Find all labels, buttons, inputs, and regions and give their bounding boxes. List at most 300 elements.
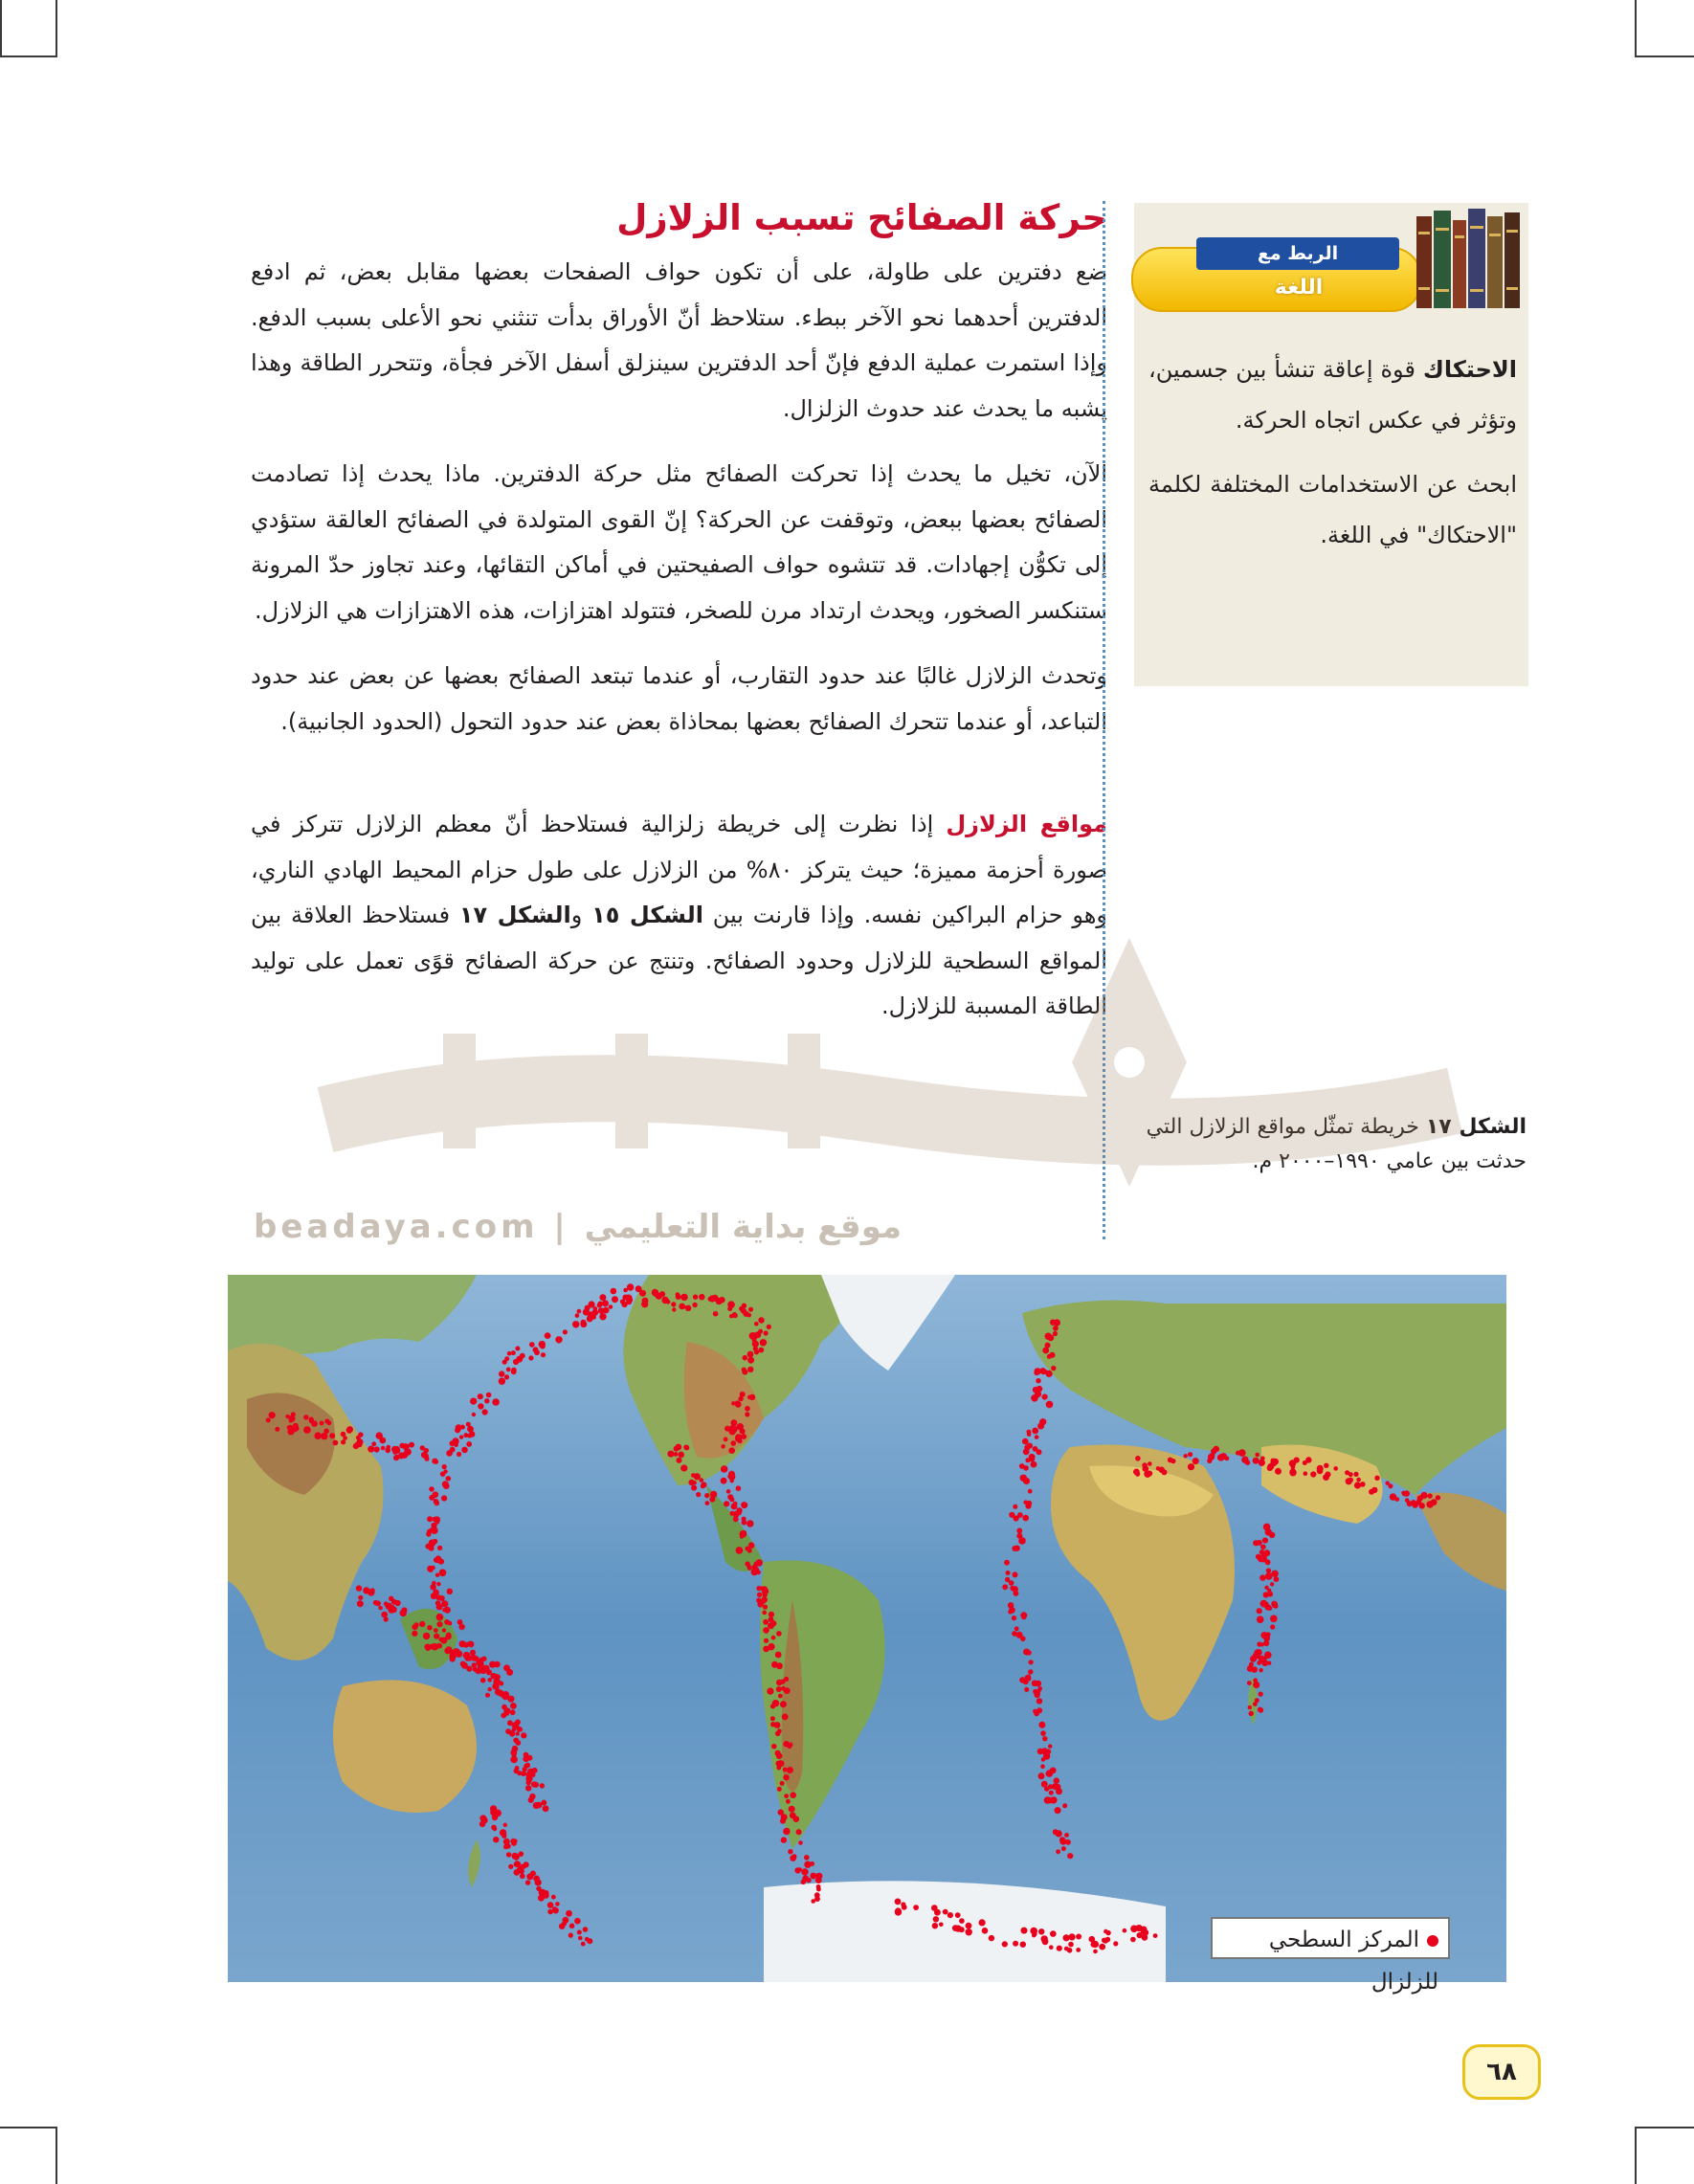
earthquake-dot [1020, 1475, 1027, 1482]
earthquake-dot [434, 1460, 438, 1464]
earthquake-dot [776, 1680, 783, 1686]
earthquake-dot [745, 1412, 749, 1416]
earthquake-dot [1056, 1849, 1060, 1854]
earthquake-dot [1431, 1499, 1438, 1505]
earthquake-dot [488, 1687, 492, 1691]
earthquake-dot [771, 1636, 776, 1640]
earthquake-dot [485, 1693, 490, 1698]
earthquake-dot [814, 1896, 820, 1902]
earthquake-dot [1027, 1430, 1032, 1435]
earthquake-dot [545, 1332, 551, 1339]
earthquake-dot [552, 1907, 559, 1914]
earthquake-dot [494, 1810, 502, 1817]
earthquake-dot [495, 1674, 501, 1680]
earthquake-dot [693, 1481, 697, 1484]
earthquake-dot [435, 1555, 441, 1561]
earthquake-dot [1260, 1545, 1266, 1550]
sidebar-definition-text: قوة إعاقة تنشأ بين جسمين، وتؤثر في عكس اتجاه الحركة. [1148, 356, 1517, 434]
earthquake-dot [783, 1741, 789, 1747]
earthquake-dot [1253, 1678, 1258, 1683]
earthquake-dot [1436, 1495, 1440, 1500]
earthquake-dot [895, 1908, 902, 1915]
earthquake-dot [502, 1705, 507, 1710]
earthquake-dot [504, 1356, 509, 1361]
earthquake-dot [320, 1421, 324, 1426]
earthquake-dot [597, 1303, 602, 1307]
earthquake-dot [1012, 1631, 1017, 1637]
earthquake-dot [721, 1465, 728, 1473]
earthquake-dot [786, 1799, 791, 1804]
figure15-ref: الشكل ١٥ [591, 902, 703, 929]
earthquake-dot [1040, 1764, 1045, 1769]
earthquake-dot [436, 1582, 440, 1586]
earthquake-dot [770, 1716, 775, 1721]
earthquake-dot [450, 1656, 456, 1661]
earthquake-dot [437, 1546, 442, 1550]
earthquake-dot [1022, 1515, 1029, 1522]
earthquake-dot [666, 1300, 671, 1304]
page-number: ٦٨ [1462, 2044, 1541, 2100]
earthquake-dot [507, 1351, 512, 1356]
earthquake-dot [499, 1378, 505, 1385]
earthquake-dot [511, 1350, 516, 1355]
earthquake-dot [742, 1304, 747, 1308]
earthquake-dot [1257, 1608, 1262, 1614]
earthquake-dot [769, 1612, 774, 1617]
earthquake-dot [787, 1767, 793, 1773]
earthquake-dot [913, 1905, 919, 1910]
earthquake-dot [1046, 1770, 1054, 1777]
earthquake-dot [1259, 1460, 1265, 1466]
earthquake-dot [1004, 1560, 1010, 1566]
earthquake-dot [1267, 1592, 1273, 1597]
earthquake-dot [516, 1356, 523, 1363]
earthquake-dot [368, 1446, 374, 1453]
earthquake-dot [735, 1400, 741, 1406]
sidebar-activity: ابحث عن الاستخدامات المختلفة لكلمة "الاحتكاك" في اللغة. [1148, 471, 1517, 548]
earthquake-dot [1035, 1391, 1041, 1397]
earthquake-dot [508, 1864, 513, 1869]
earthquake-dot [510, 1709, 516, 1715]
earthquake-dot [1213, 1446, 1219, 1453]
earthquake-dot [1388, 1483, 1393, 1488]
earthquake-dot [1262, 1538, 1268, 1544]
earthquake-dot [1042, 1394, 1048, 1400]
earthquake-dot [777, 1760, 784, 1767]
earthquake-dot [555, 1336, 562, 1343]
earthquake-dot [727, 1306, 732, 1311]
earthquake-dot [440, 1638, 447, 1644]
earthquake-dot [1061, 1846, 1066, 1851]
watermark-text: beadaya.com | موقع بداية التعليمي [254, 1208, 903, 1246]
earthquake-dot [1020, 1636, 1026, 1641]
earthquake-dot [470, 1398, 477, 1405]
earthquake-dot [482, 1409, 488, 1415]
earthquake-dot [784, 1677, 789, 1682]
earthquake-dot [1188, 1463, 1194, 1470]
earthquake-dot [457, 1452, 461, 1457]
earthquake-dot [728, 1447, 735, 1454]
earthquake-dot [433, 1590, 439, 1596]
earthquake-dot [446, 1646, 453, 1653]
earthquake-dot [1036, 1698, 1042, 1704]
earthquake-dot [1002, 1584, 1008, 1590]
figure-label: الشكل ١٧ [1425, 1115, 1527, 1139]
earthquake-dot [370, 1588, 375, 1593]
earthquake-dot [1241, 1457, 1248, 1463]
earthquake-dot [747, 1357, 754, 1364]
earthquake-dot [736, 1547, 744, 1554]
crop-mark [56, 0, 57, 56]
earthquake-dot [429, 1486, 434, 1491]
earthquake-dot [674, 1446, 680, 1452]
earthquake-dot [1266, 1568, 1271, 1572]
earthquake-dot [1033, 1446, 1038, 1452]
earthquake-dot [429, 1546, 435, 1551]
earthquake-dot [730, 1440, 736, 1446]
legend-label: المركز السطحي للزلزال [1268, 1928, 1438, 1995]
earthquake-dot [1032, 1933, 1036, 1938]
earthquake-dot [559, 1924, 565, 1929]
earthquake-dot [371, 1441, 376, 1446]
earthquake-dot [1051, 1366, 1056, 1371]
earthquake-dot [333, 1440, 339, 1446]
earthquake-map [228, 1275, 1506, 1982]
earthquake-dot [441, 1600, 448, 1607]
earthquake-dot [1257, 1616, 1264, 1623]
earthquake-dot [547, 1902, 554, 1908]
earthquake-dot [1272, 1602, 1278, 1608]
earthquake-dot [781, 1686, 786, 1691]
earthquake-dot [1032, 1428, 1038, 1435]
earthquake-dot [733, 1313, 738, 1318]
earthquake-dot [729, 1497, 734, 1502]
earthquake-dot [1371, 1487, 1377, 1493]
earthquake-dot [769, 1645, 774, 1651]
earthquake-dot [1188, 1452, 1192, 1457]
earthquake-dot [804, 1861, 811, 1868]
earthquake-dot [642, 1298, 649, 1304]
earthquake-dot [1257, 1641, 1261, 1646]
earthquake-dot [401, 1452, 408, 1459]
earthquake-dot [461, 1447, 468, 1454]
earthquake-dot [506, 1368, 511, 1372]
earthquake-dot [1013, 1547, 1017, 1551]
earthquake-dot [519, 1727, 524, 1732]
earthquake-dot [455, 1427, 460, 1433]
earthquake-dot [1050, 1930, 1057, 1937]
earthquake-dot [442, 1628, 446, 1632]
earthquake-dot [1142, 1462, 1148, 1468]
earthquake-dot [1005, 1577, 1010, 1582]
earthquake-dot [515, 1347, 520, 1351]
earthquake-dot [762, 1588, 769, 1594]
earthquake-dot [346, 1428, 352, 1434]
earthquake-dot [1225, 1456, 1230, 1460]
earthquake-dot [303, 1415, 308, 1419]
earthquake-dot [533, 1347, 539, 1352]
earthquake-dot [386, 1445, 390, 1450]
earthquake-dot [772, 1700, 779, 1706]
earthquake-dot [1260, 1555, 1267, 1562]
earthquake-dot [502, 1834, 506, 1839]
earthquake-dot [627, 1283, 634, 1290]
earthquake-dot [788, 1849, 792, 1854]
earthquake-dot [506, 1669, 513, 1676]
earthquake-dot [537, 1802, 543, 1808]
earthquake-dot [524, 1752, 529, 1758]
earthquake-dot [427, 1516, 433, 1522]
para4-text-b: و [570, 902, 592, 929]
earthquake-dot [760, 1339, 767, 1346]
earthquake-dot [375, 1600, 381, 1606]
earthquake-dot [1207, 1459, 1212, 1463]
earthquake-dot [1304, 1471, 1308, 1476]
earthquake-dot [486, 1393, 492, 1398]
crop-mark [0, 56, 57, 57]
earthquake-dot [1026, 1501, 1032, 1506]
section-heading: حركة الصفائح تسبب الزلازل [616, 197, 1107, 238]
earthquake-dot [356, 1585, 362, 1591]
earthquake-dot [547, 1909, 553, 1915]
earthquake-dot [1038, 1772, 1045, 1779]
earthquake-dot [1076, 1934, 1081, 1940]
earthquake-dot [529, 1794, 535, 1799]
earthquake-dot [434, 1634, 439, 1639]
sidebar-text [1148, 345, 1517, 574]
earthquake-dot [400, 1610, 407, 1616]
earthquake-dot [943, 1909, 948, 1915]
earthquake-dot [566, 1910, 572, 1917]
earthquake-dot [1249, 1711, 1254, 1716]
earthquake-dot [409, 1442, 414, 1448]
earthquake-dot [480, 1668, 486, 1674]
epicenter-dot-icon [1427, 1935, 1438, 1947]
earthquake-dot [1099, 1944, 1105, 1950]
earthquake-dot [677, 1458, 682, 1463]
crop-mark [56, 2127, 57, 2184]
earthquake-dot [729, 1425, 736, 1432]
earthquake-dot [506, 1852, 511, 1857]
earthquake-dot [1427, 1493, 1432, 1498]
earthquake-dot [1023, 1449, 1030, 1456]
earthquake-dot [754, 1331, 761, 1338]
earthquake-dot [513, 1839, 518, 1843]
earthquake-dot [510, 1756, 518, 1764]
earthquake-dot [1022, 1438, 1029, 1445]
earthquake-dot [1035, 1692, 1040, 1698]
paragraph-books-demo: ضع دفترين على طاولة، على أن تكون حواف الصفحات بعضها مقابل بعض، ثم ادفع الدفترين أحدهما نحو الآخر ببطء. ستلاحظ أنّ الأوراق بدأت تنثني نحو الأعلى بسبب الدفع. وإذا استمرت عملية الدفع فإنّ أحد الدفترين سينزلق أسفل الآخر فجأة، وتتحرر الطاقة وهذا يشبه ما يحدث عند حدوث الزلزال. [251, 258, 1107, 422]
earthquake-dot [685, 1305, 691, 1311]
earthquake-dot [356, 1436, 361, 1440]
earthquake-dot [580, 1321, 587, 1327]
figure-caption-text: خريطة تمثّل مواقع الزلازل التي حدثت بين عامي ١٩٩٠–٢٠٠٠ م. [1146, 1115, 1527, 1173]
earthquake-dot [1021, 1928, 1028, 1934]
earthquake-dot [528, 1769, 535, 1775]
earthquake-dot [1270, 1582, 1274, 1586]
earthquake-dot [1055, 1784, 1061, 1791]
earthquake-dot [683, 1445, 688, 1450]
earthquake-dot [1135, 1456, 1141, 1461]
earthquake-dot [701, 1482, 706, 1487]
earthquake-dot [374, 1446, 380, 1452]
earthquake-dot [497, 1680, 502, 1684]
earthquake-dot [442, 1464, 447, 1469]
earthquake-dot [620, 1299, 625, 1304]
earthquake-dot [1271, 1571, 1278, 1577]
earthquake-dot [1055, 1807, 1061, 1814]
crop-mark [1635, 0, 1637, 56]
earthquake-dot [1137, 1932, 1143, 1938]
earthquake-dot [1275, 1468, 1282, 1475]
earthquake-dot [1353, 1472, 1358, 1477]
earthquake-dot [1294, 1458, 1300, 1463]
earthquake-dot [321, 1433, 327, 1439]
earthquake-dot [443, 1469, 447, 1473]
earthquake-dot [484, 1398, 489, 1403]
earthquake-dot [751, 1569, 758, 1575]
earthquake-dot [540, 1783, 545, 1788]
earthquake-dot [758, 1348, 764, 1353]
earthquake-dot [784, 1794, 789, 1798]
earthquake-dot [1020, 1612, 1027, 1618]
earthquake-dot [504, 1711, 509, 1716]
earthquake-dot [511, 1749, 518, 1756]
earthquake-dot [783, 1828, 790, 1835]
earthquake-dot [774, 1722, 781, 1728]
earthquake-dot [386, 1604, 391, 1610]
earthquake-dot [1236, 1451, 1240, 1456]
earthquake-dot [563, 1329, 568, 1334]
earthquake-dot [1047, 1354, 1052, 1359]
sidebar-term: الاحتكاك [1422, 356, 1517, 383]
crop-mark [1635, 2127, 1637, 2184]
earthquake-dot [1025, 1458, 1030, 1462]
earthquake-dot [721, 1444, 724, 1448]
earthquake-dot [767, 1325, 771, 1329]
earthquake-dot [959, 1918, 965, 1924]
earthquake-dot [459, 1640, 466, 1647]
earthquake-dot [441, 1495, 447, 1501]
earthquake-dot [1057, 1946, 1062, 1951]
earthquake-dot [511, 1368, 517, 1373]
earthquake-dot [741, 1502, 747, 1508]
earthquake-dot [667, 1451, 674, 1458]
earthquake-dot [1192, 1458, 1199, 1464]
earthquake-dot [1264, 1652, 1272, 1660]
earthquake-dot [358, 1595, 363, 1600]
earthquake-dot [733, 1502, 738, 1506]
earthquake-dot [525, 1785, 531, 1791]
earthquake-dot [1265, 1572, 1273, 1580]
banner-bottom-label: اللغة [1274, 276, 1324, 300]
earthquake-dot [1291, 1465, 1296, 1470]
earthquake-dot [529, 1342, 535, 1348]
earthquake-dot [467, 1434, 472, 1438]
earthquake-dot [1153, 1933, 1158, 1938]
earthquake-dot [1020, 1942, 1026, 1948]
earthquake-dot [439, 1570, 447, 1577]
earthquake-dot [1041, 1781, 1048, 1788]
earthquake-dot [1356, 1478, 1361, 1482]
earthquake-dot [466, 1422, 471, 1427]
earthquake-dot [459, 1435, 463, 1438]
earthquake-dot [776, 1631, 782, 1637]
earthquake-dot [767, 1688, 773, 1695]
earthquake-dot [1064, 1833, 1069, 1838]
earthquake-dot [599, 1313, 606, 1320]
earthquake-dot [713, 1311, 719, 1317]
earthquake-dot [989, 1935, 994, 1941]
earthquake-dot [934, 1909, 941, 1916]
earthquake-dot [902, 1905, 907, 1910]
earthquake-dot [789, 1806, 795, 1813]
earthquake-dot [612, 1296, 618, 1303]
para4-text-c: فستلاحظ العلاقة بين المواقع السطحية للزلازل وحدود الصفائح. وتنتج عن حركة الصفائح قوًى تعمل على توليد الطاقة المسببة للزلازل. [251, 902, 1107, 1020]
earthquake-dot [378, 1606, 382, 1610]
earthquake-dot [740, 1534, 745, 1539]
earthquake-dot [363, 1587, 369, 1593]
earthquake-dot [355, 1442, 360, 1447]
earthquake-dot [796, 1829, 802, 1835]
earthquake-dot [381, 1446, 386, 1451]
earthquake-dot [1048, 1744, 1052, 1748]
earthquake-dot [1054, 1777, 1059, 1783]
earthquake-dot [705, 1501, 710, 1505]
earthquake-dot [1317, 1467, 1323, 1473]
banner-top-label: الربط مع [1196, 237, 1399, 270]
figure17-ref: الشكل ١٧ [458, 902, 571, 929]
earthquake-dot [1407, 1501, 1413, 1506]
earthquake-dot [568, 1933, 573, 1938]
paragraph-boundaries: وتحدث الزلازل غالبًا عند حدود التقارب، أو عندما تبتعد الصفائح بعضها عن بعض عند حدود التباعد، أو عندما تتحرك الصفائح بعضها بمحاذاة بعض عند حدود التحول (الحدود الجانبية). [251, 662, 1107, 735]
earthquake-dot [1310, 1471, 1316, 1477]
earthquake-dot [504, 1374, 509, 1379]
earthquake-dot [691, 1485, 697, 1491]
earthquake-dot [488, 1678, 493, 1683]
earthquake-dot [474, 1656, 479, 1661]
earthquake-dot [1168, 1458, 1173, 1463]
earthquake-dot [512, 1727, 517, 1732]
earthquake-dot [1013, 1504, 1017, 1509]
earthquake-dot [693, 1295, 698, 1300]
earthquake-dot [794, 1867, 800, 1873]
earthquake-dot [502, 1695, 507, 1700]
earthquake-dot [1267, 1465, 1273, 1471]
earthquake-dot [1248, 1705, 1252, 1709]
earthquake-dot [1324, 1463, 1328, 1468]
earthquake-dot [466, 1441, 472, 1447]
earthquake-dot [694, 1473, 701, 1480]
earthquake-dot [1023, 1649, 1030, 1656]
earthquake-dot [491, 1825, 497, 1831]
earthquake-dot [801, 1868, 808, 1875]
earthquake-dot [543, 1805, 549, 1812]
earthquake-dot [709, 1497, 715, 1503]
earthquake-dot [443, 1482, 450, 1489]
earthquake-dot [738, 1396, 743, 1401]
earthquake-dot [659, 1291, 665, 1297]
earthquake-dot [790, 1855, 796, 1861]
earthquake-dot [726, 1489, 731, 1494]
earthquake-dot [541, 1352, 546, 1357]
earthquake-dot [729, 1314, 733, 1318]
earthquake-dot [1041, 1370, 1046, 1374]
earthquake-dot [436, 1614, 444, 1621]
earthquake-dot [1217, 1454, 1224, 1460]
earthquake-dot [1136, 1925, 1143, 1931]
earthquake-dot [768, 1622, 774, 1629]
